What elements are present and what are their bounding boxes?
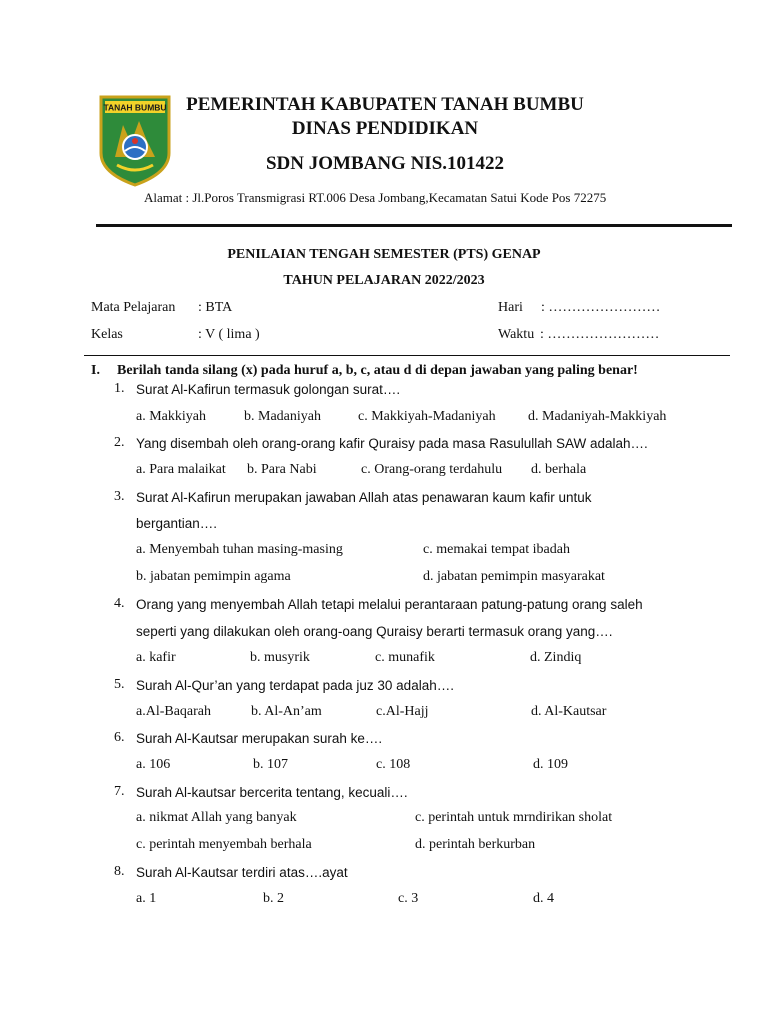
option-c[interactable]: c.Al-Hajj <box>376 704 429 719</box>
option-a[interactable]: a. Para malaikat <box>136 462 226 477</box>
question-number: 1. <box>114 381 125 396</box>
kelas-label: Kelas <box>91 327 123 342</box>
question-number: 5. <box>114 677 125 692</box>
question-text-cont: bergantian…. <box>136 516 218 531</box>
hari-label: Hari <box>498 300 523 315</box>
mapel-label: Mata Pelajaran <box>91 300 176 315</box>
exam-year: TAHUN PELAJARAN 2022/2023 <box>283 273 485 288</box>
question-text: Orang yang menyembah Allah tetapi melalui perantaraan patung-patung orang saleh <box>136 597 643 612</box>
option-a[interactable]: a. nikmat Allah yang banyak <box>136 810 297 825</box>
option-a[interactable]: a. kafir <box>136 650 176 665</box>
option-d[interactable]: d. jabatan pemimpin masyarakat <box>423 569 605 584</box>
waktu-label: Waktu <box>498 327 535 342</box>
info-divider <box>84 355 730 356</box>
question-text: Surah Al-Qur’an yang terdapat pada juz 30 adalah…. <box>136 678 454 693</box>
option-a[interactable]: a. 1 <box>136 891 157 906</box>
option-a[interactable]: a. 106 <box>136 757 171 772</box>
option-c[interactable]: c. memakai tempat ibadah <box>423 542 570 557</box>
option-d[interactable]: d. perintah berkurban <box>415 837 536 852</box>
question-number: 4. <box>114 596 125 611</box>
school-name: SDN JOMBANG NIS.101422 <box>265 153 505 174</box>
letterhead-divider <box>96 224 732 227</box>
option-c[interactable]: c. perintah untuk mrndirikan sholat <box>415 810 613 825</box>
waktu-value: : …………………… <box>540 327 660 342</box>
option-d[interactable]: d. berhala <box>531 462 587 477</box>
mapel-value: : BTA <box>198 300 233 315</box>
option-b[interactable]: b. Para Nabi <box>247 462 317 477</box>
question-text: Surah Al-Kautsar terdiri atas….ayat <box>136 865 348 880</box>
question-text: Surat Al-Kafirun termasuk golongan surat…. <box>136 382 401 397</box>
header-line-2: DINAS PENDIDIKAN <box>291 118 479 139</box>
option-c[interactable]: c. Makkiyah-Madaniyah <box>358 409 496 424</box>
option-c[interactable]: c. Orang-orang terdahulu <box>361 462 503 477</box>
kelas-value: : V ( lima ) <box>198 327 260 342</box>
exam-title: PENILAIAN TENGAH SEMESTER (PTS) GENAP <box>227 247 541 262</box>
option-b[interactable]: b. 107 <box>253 757 288 772</box>
option-a[interactable]: a.Al-Baqarah <box>136 704 212 719</box>
question-text-cont: seperti yang dilakukan oleh orang-oang Quraisy berarti termasuk orang yang…. <box>136 624 613 639</box>
section-instruction: Berilah tanda silang (x) pada huruf a, b, c, atau d di depan jawaban yang paling benar! <box>117 363 638 378</box>
option-b[interactable]: b. musyrik <box>250 650 310 665</box>
option-c[interactable]: c. 3 <box>398 891 419 906</box>
option-b[interactable]: b. Madaniyah <box>244 409 321 424</box>
question-text: Yang disembah oleh orang-orang kafir Quraisy pada masa Rasulullah SAW adalah…. <box>136 436 648 451</box>
question-number: 3. <box>114 489 125 504</box>
question-text: Surat Al-Kafirun merupakan jawaban Allah atas penawaran kaum kafir untuk <box>136 490 592 505</box>
section-number: I. <box>91 363 100 378</box>
header-line-1: PEMERINTAH KABUPATEN TANAH BUMBU <box>186 94 584 115</box>
option-a[interactable]: a. Makkiyah <box>136 409 206 424</box>
question-number: 6. <box>114 730 125 745</box>
option-d[interactable]: d. Madaniyah-Makkiyah <box>528 409 667 424</box>
option-c[interactable]: c. perintah menyembah berhala <box>136 837 312 852</box>
question-text: Surah Al-Kautsar merupakan surah ke…. <box>136 731 383 746</box>
option-c[interactable]: c. munafik <box>375 650 435 665</box>
question-number: 8. <box>114 864 125 879</box>
question-number: 7. <box>114 784 125 799</box>
address: Alamat : Jl.Poros Transmigrasi RT.006 Desa Jombang,Kecamatan Satui Kode Pos 72275 <box>144 190 607 205</box>
option-b[interactable]: b. Al-An’am <box>251 704 322 719</box>
option-a[interactable]: a. Menyembah tuhan masing-masing <box>136 542 343 557</box>
option-d[interactable]: d. Al-Kautsar <box>531 704 607 719</box>
logo-text: TANAH BUMBU <box>103 102 167 113</box>
question-number: 2. <box>114 435 125 450</box>
question-text: Surah Al-kautsar bercerita tentang, kecuali…. <box>136 785 408 800</box>
option-d[interactable]: d. 4 <box>533 891 554 906</box>
option-b[interactable]: b. 2 <box>263 891 284 906</box>
option-d[interactable]: d. Zindiq <box>530 650 582 665</box>
option-b[interactable]: b. jabatan pemimpin agama <box>136 569 291 584</box>
option-c[interactable]: c. 108 <box>376 757 411 772</box>
option-d[interactable]: d. 109 <box>533 757 568 772</box>
hari-value: : …………………… <box>541 300 661 315</box>
